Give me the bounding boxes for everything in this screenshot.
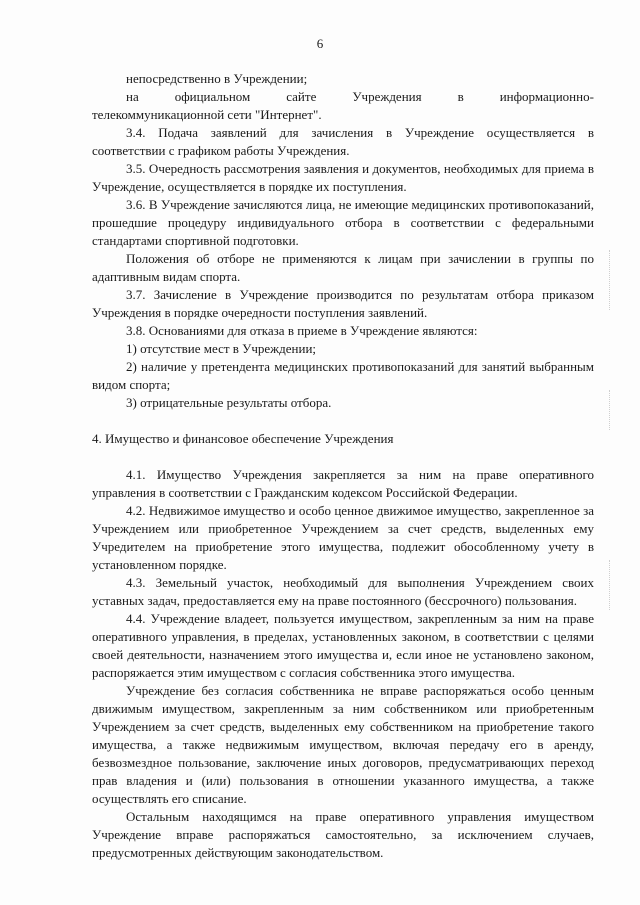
paragraph-4-3: 4.3. Земельный участок, необходимый для выполнения Учреждением своих уставных задач, предоставляется ему на праве постоянного (бессрочного) пользования. <box>92 575 594 608</box>
list-item-3: 3) отрицательные результаты отбора. <box>126 395 332 410</box>
scan-margin-mark <box>609 390 612 430</box>
word: в <box>457 89 464 104</box>
page-number: 6 <box>316 36 324 51</box>
scan-margin-mark <box>609 250 612 310</box>
word: сайте <box>286 89 317 104</box>
paragraph-3-7: 3.7. Зачисление в Учреждение производится по результатам отбора приказом Учреждения в порядке очередности поступления заявлений. <box>92 287 594 320</box>
scan-margin-mark <box>609 560 612 610</box>
paragraph-3-6: 3.6. В Учреждение зачисляются лица, не имеющие медицинских противопоказаний, прошедшие процедуру индивидуального отбора в соответствии с федеральными стандартами спортивной подготовки. <box>92 197 594 248</box>
word: официальном <box>174 89 251 104</box>
continuation-line-3: телекоммуникационной сети "Интернет". <box>92 107 322 122</box>
word: информационно- <box>499 89 594 104</box>
word: на <box>126 89 139 104</box>
paragraph-4-4: 4.4. Учреждение владеет, пользуется имуществом, закрепленным за ним на праве оперативного управления, в пределах, установленных законом, в соответствии с целями своей деятельности, назначением этого имущества и, если иное не установлено законом, распоряжается этим имуществом с согласия собственника этого имущества. <box>92 611 594 680</box>
paragraph-4-1: 4.1. Имущество Учреждения закрепляется за ним на праве оперативного управления в соответствии с Гражданским кодексом Российской Федерации. <box>92 467 594 500</box>
paragraph-3-5: 3.5. Очередность рассмотрения заявления и документов, необходимых для приема в Учреждение, осуществляется в порядке их поступления. <box>92 161 594 194</box>
list-item-1: 1) отсутствие мест в Учреждении; <box>126 341 317 356</box>
paragraph-remaining-property: Остальным находящимся на праве оперативного управления имуществом Учреждение вправе распоряжаться самостоятельно, за исключением случаев, предусмотренных действующим законодательством. <box>92 809 594 860</box>
paragraph-selection-rules: Положения об отборе не применяются к лицам при зачислении в группы по адаптивным видам спорта. <box>92 251 594 284</box>
continuation-line-2 <box>92 88 594 106</box>
list-item-2: 2) наличие у претендента медицинских противопоказаний для занятий выбранным видом спорта; <box>92 359 594 392</box>
section-4-heading: 4. Имущество и финансовое обеспечение Учреждения <box>92 431 394 446</box>
continuation-line-1: непосредственно в Учреждении; <box>126 71 308 86</box>
paragraph-without-consent: Учреждение без согласия собственника не вправе распоряжаться особо ценным движимым имуществом, закрепленным за ним собственником или приобретенным Учреждением за счет средств, выделенных ему собственником на приобретение такого имущества, а также недвижимым имуществом, включая передачу его в аренду, безвозмездное пользование, заключение иных договоров, предусматривающих переход прав владения и (или) пользования в отношении указанного имущества, а также осуществлять его списание. <box>92 683 594 806</box>
document-body <box>92 70 594 862</box>
paragraph-3-4: 3.4. Подача заявлений для зачисления в Учреждение осуществляется в соответствии с графиком работы Учреждения. <box>92 125 594 158</box>
paragraph-3-8: 3.8. Основаниями для отказа в приеме в Учреждение являются: <box>126 323 478 338</box>
word: Учреждения <box>352 89 422 104</box>
paragraph-4-2: 4.2. Недвижимое имущество и особо ценное движимое имущество, закрепленное за Учреждением или приобретенное Учреждением за счет средств, выделенных ему Учредителем на приобретение этого имущества, подлежит обособленному учету в установленном порядке. <box>92 503 594 572</box>
